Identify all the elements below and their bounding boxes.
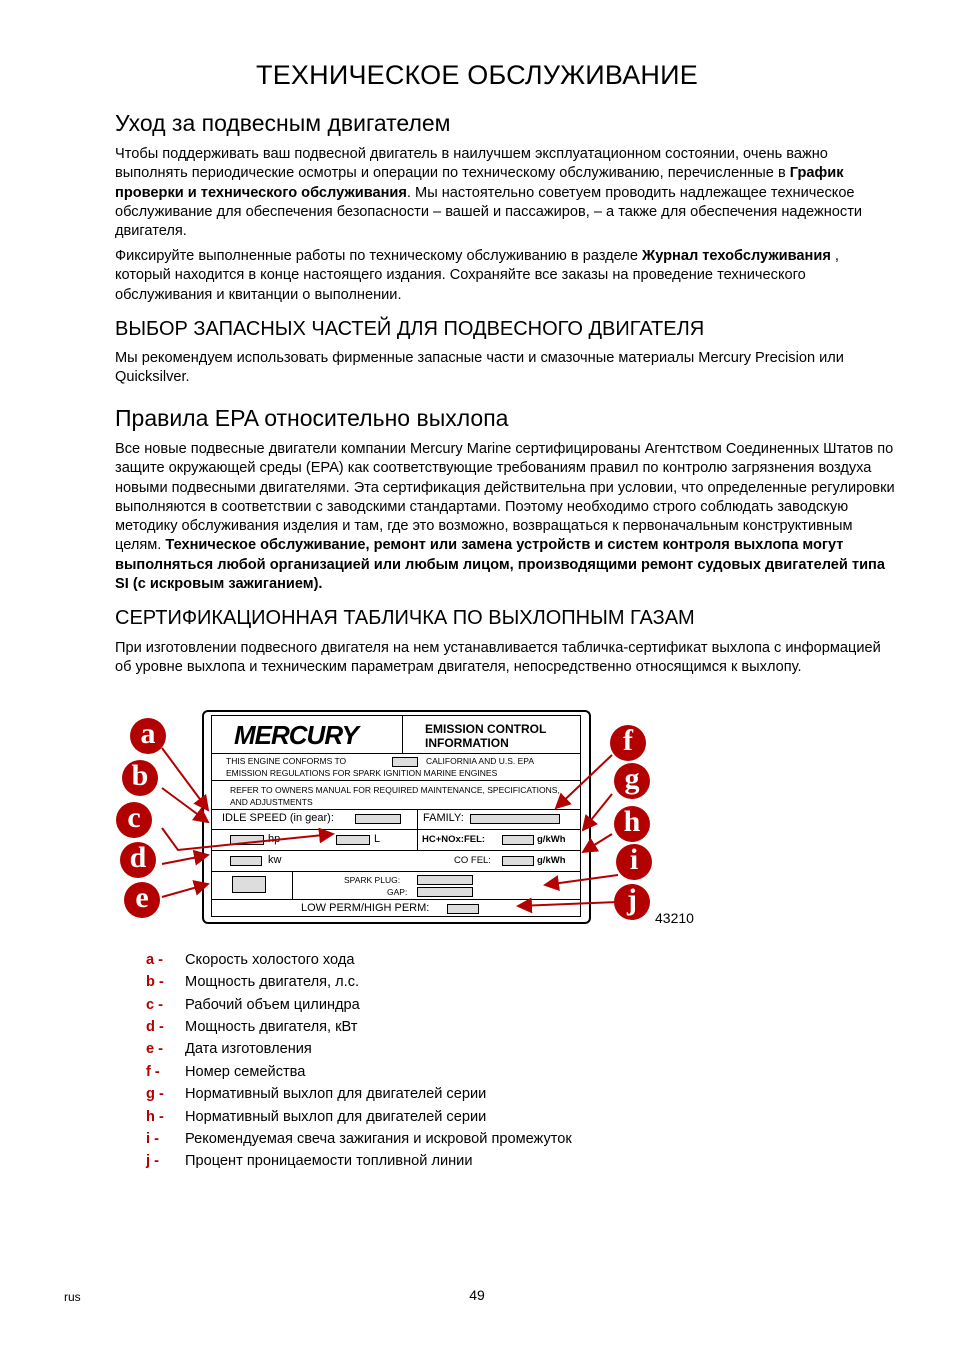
emission-label-diagram (108, 700, 708, 936)
gkwh-unit: g/kWh (537, 855, 566, 866)
legend-text: Нормативный выхлоп для двигателей серии (185, 1109, 487, 1125)
text-run: Все новые подвесные двигатели компании Mercury Marine сертифицированы Агентством Соединенных Штатов по защите окружающей среды (EPA) как соответствующие требованиям правил по контролю загрязнения воздуха новыми подвесными двигателями. Эта сертификация действительна при условии, что определенные регулировки выполняются в соответствии с заводскими стандартами. Поэтому необходимо строго соблюдать заводскую методику обслуживания изделия и там, где это возможно, возвращаться к первоначальным конструктивным целям. (115, 441, 895, 554)
refer-text: REFER TO OWNERS MANUAL FOR REQUIRED MAINTENANCE, SPECIFICATIONS, AND ADJUSTMENTS (230, 785, 560, 807)
conform-text-b: CALIFORNIA AND U.S. EPA (426, 756, 535, 766)
legend-letter: e - (146, 1041, 164, 1057)
label-header-text: EMISSION CONTROL INFORMATION (425, 722, 547, 750)
legend-letter: g - (146, 1086, 164, 1102)
gkwh-unit: g/kWh (537, 834, 566, 845)
paragraph-care-2 (115, 247, 895, 305)
family-label: FAMILY: (423, 812, 464, 824)
list-item (146, 997, 746, 1019)
page-title: ТЕХНИЧЕСКОЕ ОБСЛУЖИВАНИЕ (256, 60, 698, 90)
callout-d: d (120, 842, 156, 878)
co-fel-label: CO FEL: (454, 855, 491, 866)
conform-text-a: THIS ENGINE CONFORMS TO (226, 756, 347, 766)
arrow-d (162, 855, 208, 864)
footer-language: rus (64, 1290, 81, 1304)
arrow-g (583, 794, 612, 830)
legend-text: Мощность двигателя, кВт (185, 1019, 358, 1035)
mercury-logo: MERCURY (234, 720, 358, 750)
callout-b: b (122, 760, 158, 796)
list-item (146, 952, 746, 974)
arrow-i (545, 875, 618, 885)
legend-letter: b - (146, 974, 164, 990)
perm-label: LOW PERM/HIGH PERM: (301, 902, 430, 914)
page-number: 49 (469, 1287, 485, 1303)
arrow-b (162, 788, 208, 822)
hp-unit: hp (268, 833, 281, 845)
callout-c: c (116, 802, 152, 838)
list-item (146, 1041, 746, 1063)
paragraph-care-1 (115, 145, 895, 241)
paragraph-plate: При изготовлении подвесного двигателя на нем устанавливается табличка-сертификат выхлопа с информацией об уровне выхлопа и техническим параметрам двигателя, непосредственно относящимся к выхлопу. (115, 640, 881, 676)
legend-letter: j - (146, 1153, 159, 1169)
bold-text-run: Техническое обслуживание, ремонт или замена устройств и систем контроля выхлопа могут выполняться любой организацией или любым лицом, производящими ремонт судовых двигателей типа SI (с искровым зажиганием). (115, 537, 885, 593)
legend-text: Рекомендуемая свеча зажигания и искровой промежуток (185, 1131, 572, 1147)
section-heading-parts: ВЫБОР ЗАПАСНЫХ ЧАСТЕЙ ДЛЯ ПОДВЕСНОГО ДВИГАТЕЛЯ (115, 318, 705, 340)
list-item (146, 1153, 746, 1175)
section-heading-plate: СЕРТИФИКАЦИОННАЯ ТАБЛИЧКА ПО ВЫХЛОПНЫМ ГАЗАМ (115, 607, 695, 629)
liters-unit: L (374, 833, 381, 845)
arrow-h (583, 834, 612, 852)
legend-text: Мощность двигателя, л.с. (185, 974, 360, 990)
conform-text-c: EMISSION REGULATIONS FOR SPARK IGNITION MARINE ENGINES (226, 768, 498, 778)
bold-text-run: Журнал техобслуживания (642, 248, 831, 264)
text-run: . Мы настоятельно советуем проводить надлежащее техническое обслуживание для обеспечения безопасности – вашей и пассажиров, – а также для обеспечения надежности двигателя. (115, 184, 863, 240)
legend-letter: d - (146, 1019, 164, 1035)
paragraph-parts: Мы рекомендуем использовать фирменные запасные части и смазочные материалы Mercury Precision или Quicksilver. (115, 350, 844, 386)
legend-text: Процент проницаемости топливной линии (185, 1153, 473, 1169)
list-item (146, 1109, 746, 1131)
arrow-j (518, 902, 618, 906)
arrow-a (162, 748, 208, 810)
callout-i: i (616, 844, 652, 880)
legend-text: Номер семейства (185, 1064, 306, 1080)
arrow-c (162, 828, 333, 850)
callout-j: j (614, 884, 650, 920)
legend-text: Дата изготовления (185, 1041, 312, 1057)
hcnox-label: HC+NOx:FEL: (422, 834, 486, 845)
arrow-f (556, 755, 612, 808)
callout-h: h (614, 806, 650, 842)
legend-letter: a - (146, 952, 164, 968)
legend-text: Скорость холостого хода (185, 952, 355, 968)
arrow-e (162, 884, 208, 897)
legend-text: Нормативный выхлоп для двигателей серии (185, 1086, 487, 1102)
list-item (146, 1064, 746, 1086)
callout-e: e (124, 882, 160, 918)
bold-text-run: График проверки и технического обслуживания (115, 165, 844, 201)
figure-number: 43210 (655, 910, 694, 926)
paragraph-epa (115, 440, 895, 594)
callout-f: f (610, 725, 646, 761)
text-run: , который находится в конце настоящего издания. Сохраняйте все заказы на проведение технического обслуживания и квитанции о выполнении. (115, 248, 839, 303)
legend-text: Рабочий объем цилиндра (185, 997, 360, 1013)
kw-unit: kw (268, 854, 282, 866)
legend-letter: f - (146, 1064, 160, 1080)
section-heading-care: Уход за подвесным двигателем (115, 110, 451, 136)
callout-a: a (130, 718, 166, 754)
gap-label: GAP: (387, 887, 408, 897)
list-item (146, 1131, 746, 1153)
section-heading-epa: Правила EPA относительно выхлопа (115, 405, 509, 431)
text-run: Чтобы поддерживать ваш подвесной двигатель в наилучшем эксплуатационном состоянии, очень важно выполнять периодические осмотры и операции по техническому обслуживанию, перечисленные в (115, 146, 828, 182)
legend-letter: h - (146, 1109, 164, 1125)
list-item (146, 1019, 746, 1041)
spark-plug-label: SPARK PLUG: (344, 875, 401, 885)
list-item (146, 974, 746, 996)
idle-speed-label: IDLE SPEED (in gear): (222, 812, 334, 824)
legend-letter: c - (146, 997, 164, 1013)
callout-g: g (614, 763, 650, 799)
list-item (146, 1086, 746, 1108)
legend-letter: i - (146, 1131, 159, 1147)
text-run: Фиксируйте выполненные работы по техническому обслуживанию в разделе (115, 248, 642, 264)
